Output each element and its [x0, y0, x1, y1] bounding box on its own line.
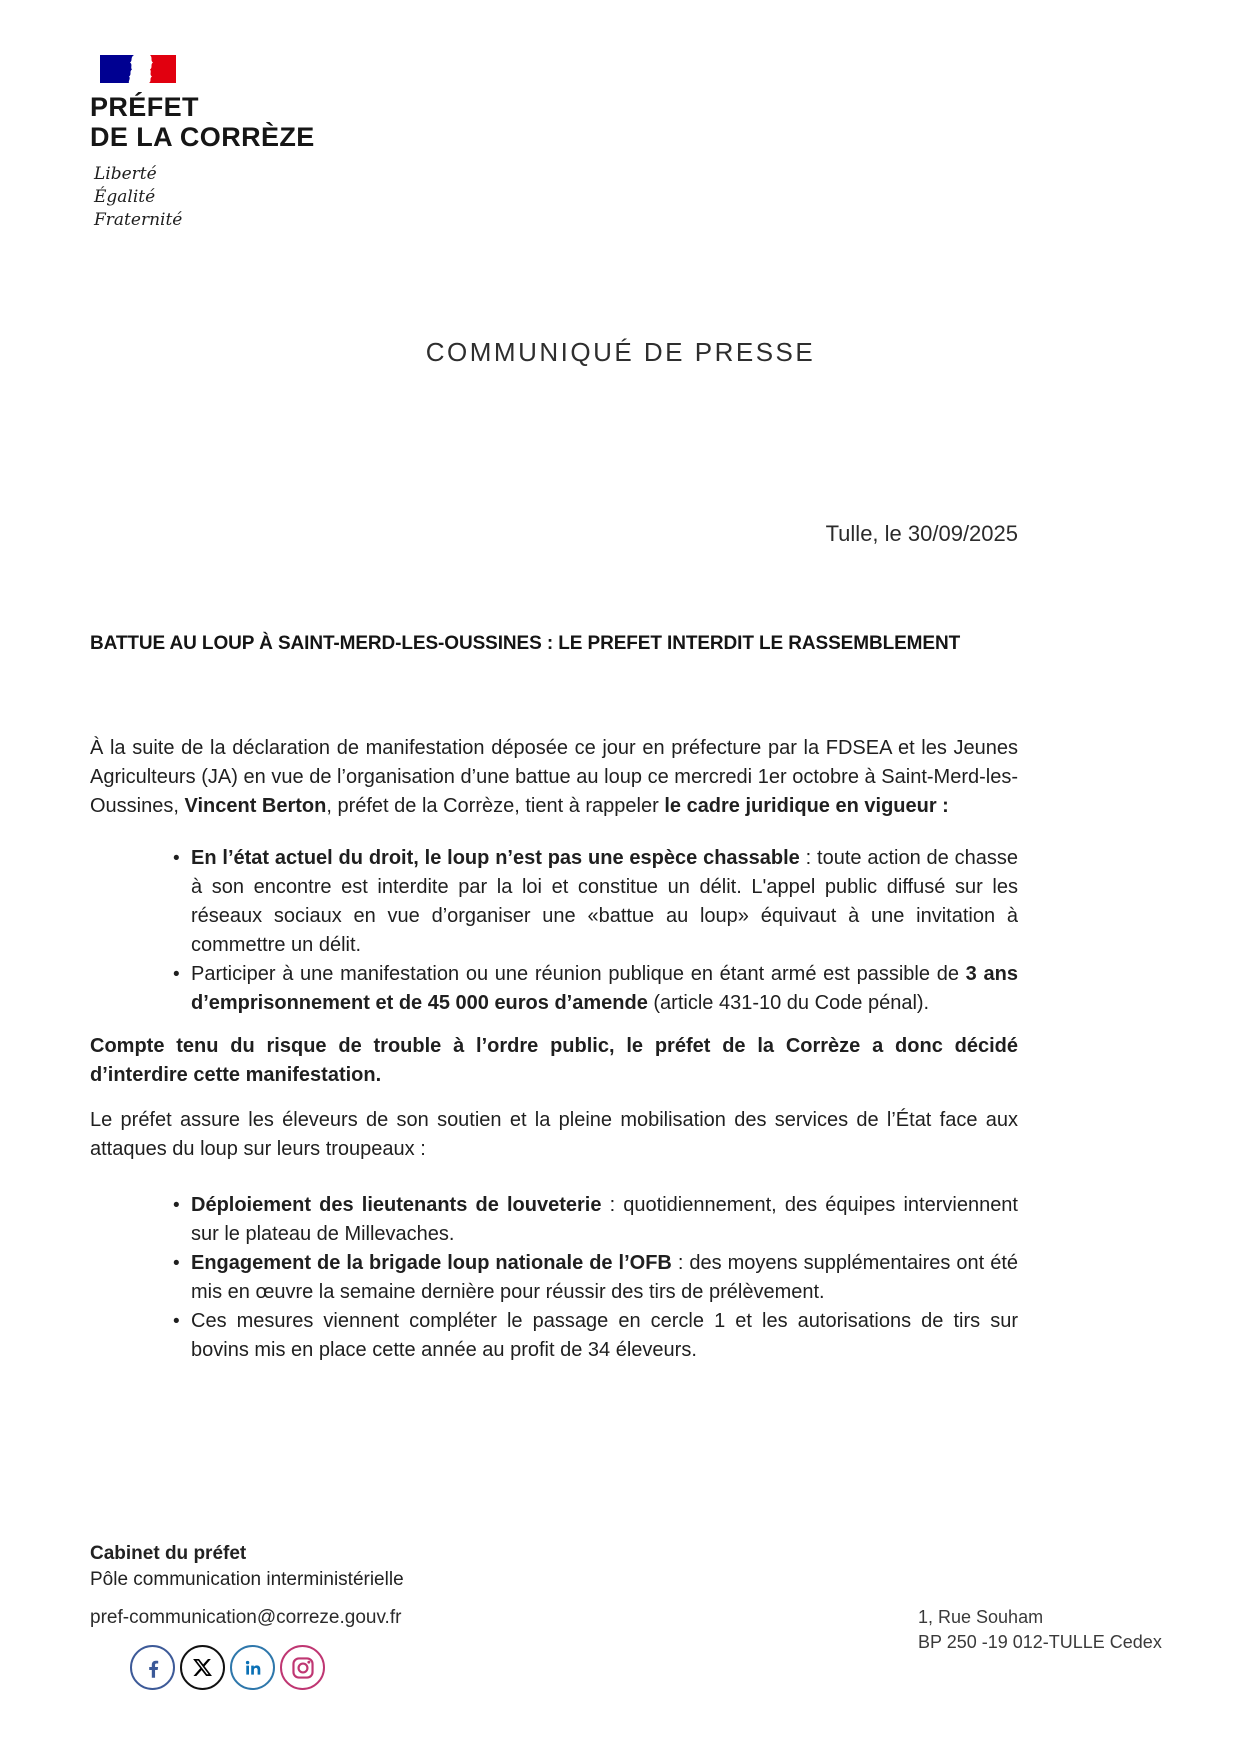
instagram-icon[interactable] — [280, 1645, 325, 1690]
legal-point-1-text: : toute action de chasse à son encontre est interdite par la loi et constitue un délit. L'appel public diffusé sur les réseaux sociaux en vue d’organiser une «battue au loup» équivaut à une invitation à commettre un délit. — [191, 847, 1018, 956]
measure-1-text: : quotidiennement, des équipes interviennent sur le plateau de Millevaches. — [191, 1194, 1018, 1245]
prefecture-logo-block — [90, 55, 315, 232]
decision-paragraph: Compte tenu du risque de trouble à l’ordre public, le préfet de la Corrèze a donc décidé d’interdire cette manifestation. — [90, 1035, 1018, 1086]
french-flag-marianne-icon — [100, 55, 176, 83]
document-type-title: COMMUNIQUÉ DE PRESSE — [425, 337, 816, 367]
footer-address — [918, 1605, 1162, 1655]
legal-points-list — [90, 844, 1018, 1018]
motto-liberte: Liberté — [94, 164, 157, 184]
legal-point-item-2 — [191, 960, 1018, 1018]
social-links-row — [130, 1645, 325, 1690]
headline: BATTUE AU LOUP À SAINT-MERD-LES-OUSSINES : LE PREFET INTERDIT LE RASSEMBLEMENT — [90, 633, 961, 654]
intro-text-2: , préfet de la Corrèze, tient à rappeler — [326, 795, 665, 817]
x-twitter-icon[interactable] — [180, 1645, 225, 1690]
motto-fraternite: Fraternité — [94, 210, 183, 230]
republic-motto — [94, 163, 315, 232]
intro-text-bold: le cadre juridique en vigueur : — [664, 795, 949, 817]
measure-1-lead: Déploiement des lieutenants de louveterie — [191, 1194, 602, 1216]
dateline: Tulle, le 30/09/2025 — [825, 521, 1018, 546]
institution-line2: DE LA CORRÈZE — [90, 122, 315, 152]
footer-address-line2: BP 250 -19 012-TULLE Cedex — [918, 1632, 1162, 1652]
measure-item-3 — [191, 1307, 1018, 1365]
measures-list — [90, 1191, 1018, 1365]
measure-item-2 — [191, 1249, 1018, 1307]
measure-2-lead: Engagement de la brigade loup nationale de l’OFB — [191, 1252, 672, 1274]
footer-office — [90, 1541, 404, 1593]
institution-line1: PRÉFET — [90, 92, 199, 122]
facebook-icon[interactable] — [130, 1645, 175, 1690]
footer-email: pref-communication@correze.gouv.fr — [90, 1607, 402, 1628]
press-release-body — [90, 734, 1018, 1365]
measure-3-text: Ces mesures viennent compléter le passage en cercle 1 et les autorisations de tirs sur bovins mis en place cette année au profit de 34 éleveurs. — [191, 1310, 1018, 1361]
legal-point-2-penalty: 3 ans d’emprisonnement et de 45 000 euros d’amende — [191, 963, 1018, 1014]
motto-egalite: Égalité — [94, 187, 156, 207]
institution-name — [90, 92, 315, 152]
legal-point-2-reference: (article 431-10 du Code pénal). — [647, 992, 930, 1014]
support-paragraph: Le préfet assure les éleveurs de son soutien et la pleine mobilisation des services de l’État face aux attaques du loup sur leurs troupeaux : — [90, 1109, 1018, 1160]
intro-text-1: À la suite de la déclaration de manifestation déposée ce jour en préfecture par la FDSEA et les Jeunes Agriculteurs (JA) en vue de l’organisation d’une battue au loup ce mercredi 1er octobre à Saint-Merd-les-Oussines, — [90, 737, 1018, 817]
legal-point-item-1 — [191, 844, 1018, 960]
legal-point-1-lead: En l’état actuel du droit, le loup n’est pas une espèce chassable — [191, 847, 800, 869]
footer-office-name: Cabinet du préfet — [90, 1543, 247, 1564]
footer-office-unit: Pôle communication interministérielle — [90, 1569, 404, 1590]
linkedin-icon[interactable] — [230, 1645, 275, 1690]
measure-2-text: : des moyens supplémentaires ont été mis en œuvre la semaine dernière pour réussir des tirs de prélèvement. — [191, 1252, 1018, 1303]
measure-item-1 — [191, 1191, 1018, 1249]
prefect-name: Vincent Berton — [184, 795, 327, 817]
footer-address-line1: 1, Rue Souham — [918, 1607, 1044, 1627]
legal-point-2-text: Participer à une manifestation ou une réunion publique en étant armé est passible de — [191, 963, 966, 985]
intro-paragraph — [90, 734, 1018, 821]
